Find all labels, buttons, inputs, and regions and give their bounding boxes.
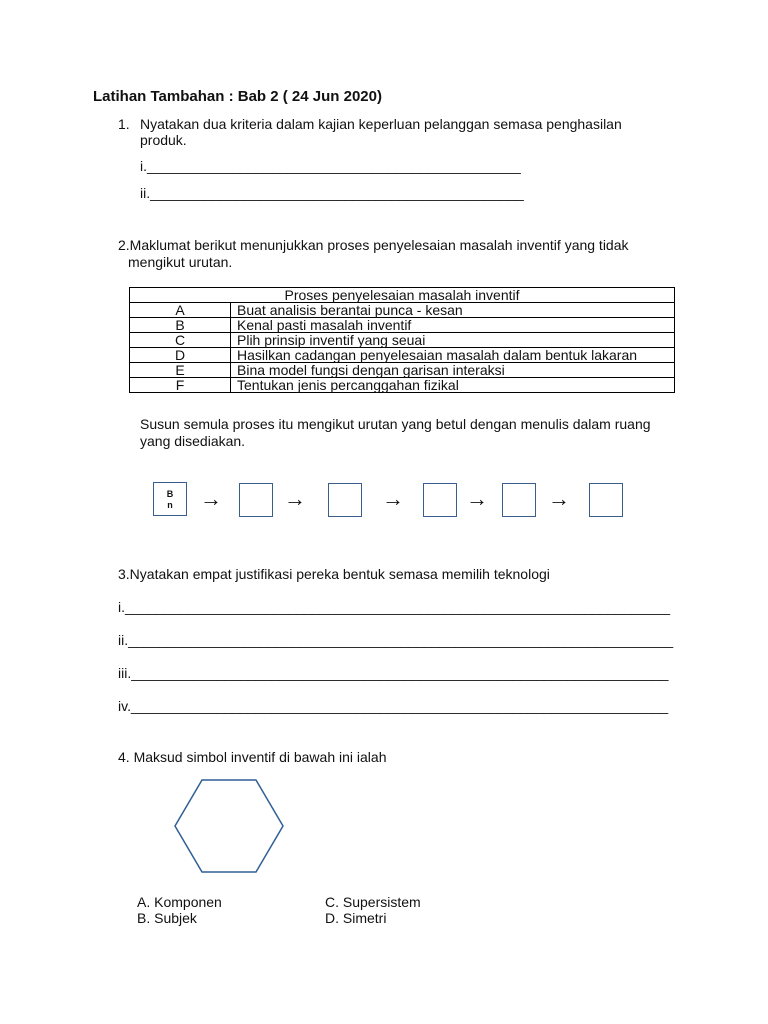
q2-instruction-line1: Susun semula proses itu mengikut urutan yang betul dengan menulis dalam ruang [140, 416, 651, 432]
q4-option-c[interactable]: C. Supersistem [325, 894, 421, 910]
sequence-box-2[interactable] [239, 483, 273, 517]
sequence-box-6[interactable] [589, 483, 623, 517]
hexagon-symbol [172, 778, 286, 874]
row-code: A [130, 303, 231, 318]
q3-answer-4[interactable]: iv._____________________________________________________________________ [118, 698, 669, 714]
sequence-box-5[interactable] [502, 483, 536, 517]
row-text: Bina model fungsi dengan garisan interaksi [231, 363, 675, 378]
q1-answer-2[interactable]: ii.________________________________________________ [140, 185, 524, 201]
row-text: Tentukan jenis percanggahan fizikal [231, 378, 675, 393]
q3-answer-3[interactable]: iii._____________________________________________________________________ [118, 665, 669, 681]
table-header: Proses penyelesaian masalah inventif [130, 288, 675, 303]
sequence-box-1[interactable] [153, 482, 187, 516]
q2-text-line2: mengikut urutan. [128, 254, 233, 270]
table-row [130, 348, 675, 363]
worksheet-title: Latihan Tambahan : Bab 2 ( 24 Jun 2020) [93, 88, 382, 105]
row-text: Kenal pasti masalah inventif [231, 318, 675, 333]
row-text: Buat analisis berantai punca - kesan [231, 303, 675, 318]
q3-answer-2[interactable]: ii.______________________________________________________________________ [118, 632, 674, 648]
row-text: Plih prinsip inventif yang seuai [231, 333, 675, 348]
sequence-box-1-value: B [166, 489, 174, 499]
table-row [130, 333, 675, 348]
arrow-icon: → [200, 486, 222, 511]
table-row [130, 303, 675, 318]
process-table [129, 287, 675, 393]
row-code: D [130, 348, 231, 363]
q4-option-d[interactable]: D. Simetri [325, 910, 387, 926]
q3-answer-1[interactable]: i.______________________________________________________________________ [118, 599, 671, 615]
table-row [130, 318, 675, 333]
q4-option-b[interactable]: B. Subjek [137, 910, 197, 926]
arrow-icon: → [382, 486, 404, 511]
arrow-icon: → [548, 486, 570, 511]
q1-answer-1[interactable]: i.________________________________________________ [140, 158, 521, 174]
q3-question: 3.Nyatakan empat justifikasi pereka bentuk semasa memilih teknologi [118, 566, 550, 582]
sequence-box-3[interactable] [328, 483, 362, 517]
q2-text-line1: 2.Maklumat berikut menunjukkan proses penyelesaian masalah inventif yang tidak [118, 237, 629, 253]
table-header-row [130, 288, 675, 303]
q1-text-line2: produk. [140, 132, 187, 148]
q2-instruction-line2: yang disediakan. [140, 433, 246, 449]
q4-option-a[interactable]: A. Komponen [137, 894, 222, 910]
sequence-box-1-partial: n [167, 500, 173, 510]
row-code: B [130, 318, 231, 333]
arrow-icon: → [284, 486, 306, 511]
table-row [130, 378, 675, 393]
row-code: C [130, 333, 231, 348]
row-text: Hasilkan cadangan penyelesaian masalah dalam bentuk lakaran [231, 348, 675, 363]
q1-text-line1: Nyatakan dua kriteria dalam kajian keperluan pelanggan semasa penghasilan [140, 116, 622, 132]
arrow-icon: → [466, 486, 488, 511]
q1-number: 1. [118, 116, 130, 132]
sequence-box-4[interactable] [423, 483, 457, 517]
row-code: E [130, 363, 231, 378]
table-row [130, 363, 675, 378]
row-code: F [130, 378, 231, 393]
q4-question: 4. Maksud simbol inventif di bawah ini ialah [118, 749, 387, 765]
